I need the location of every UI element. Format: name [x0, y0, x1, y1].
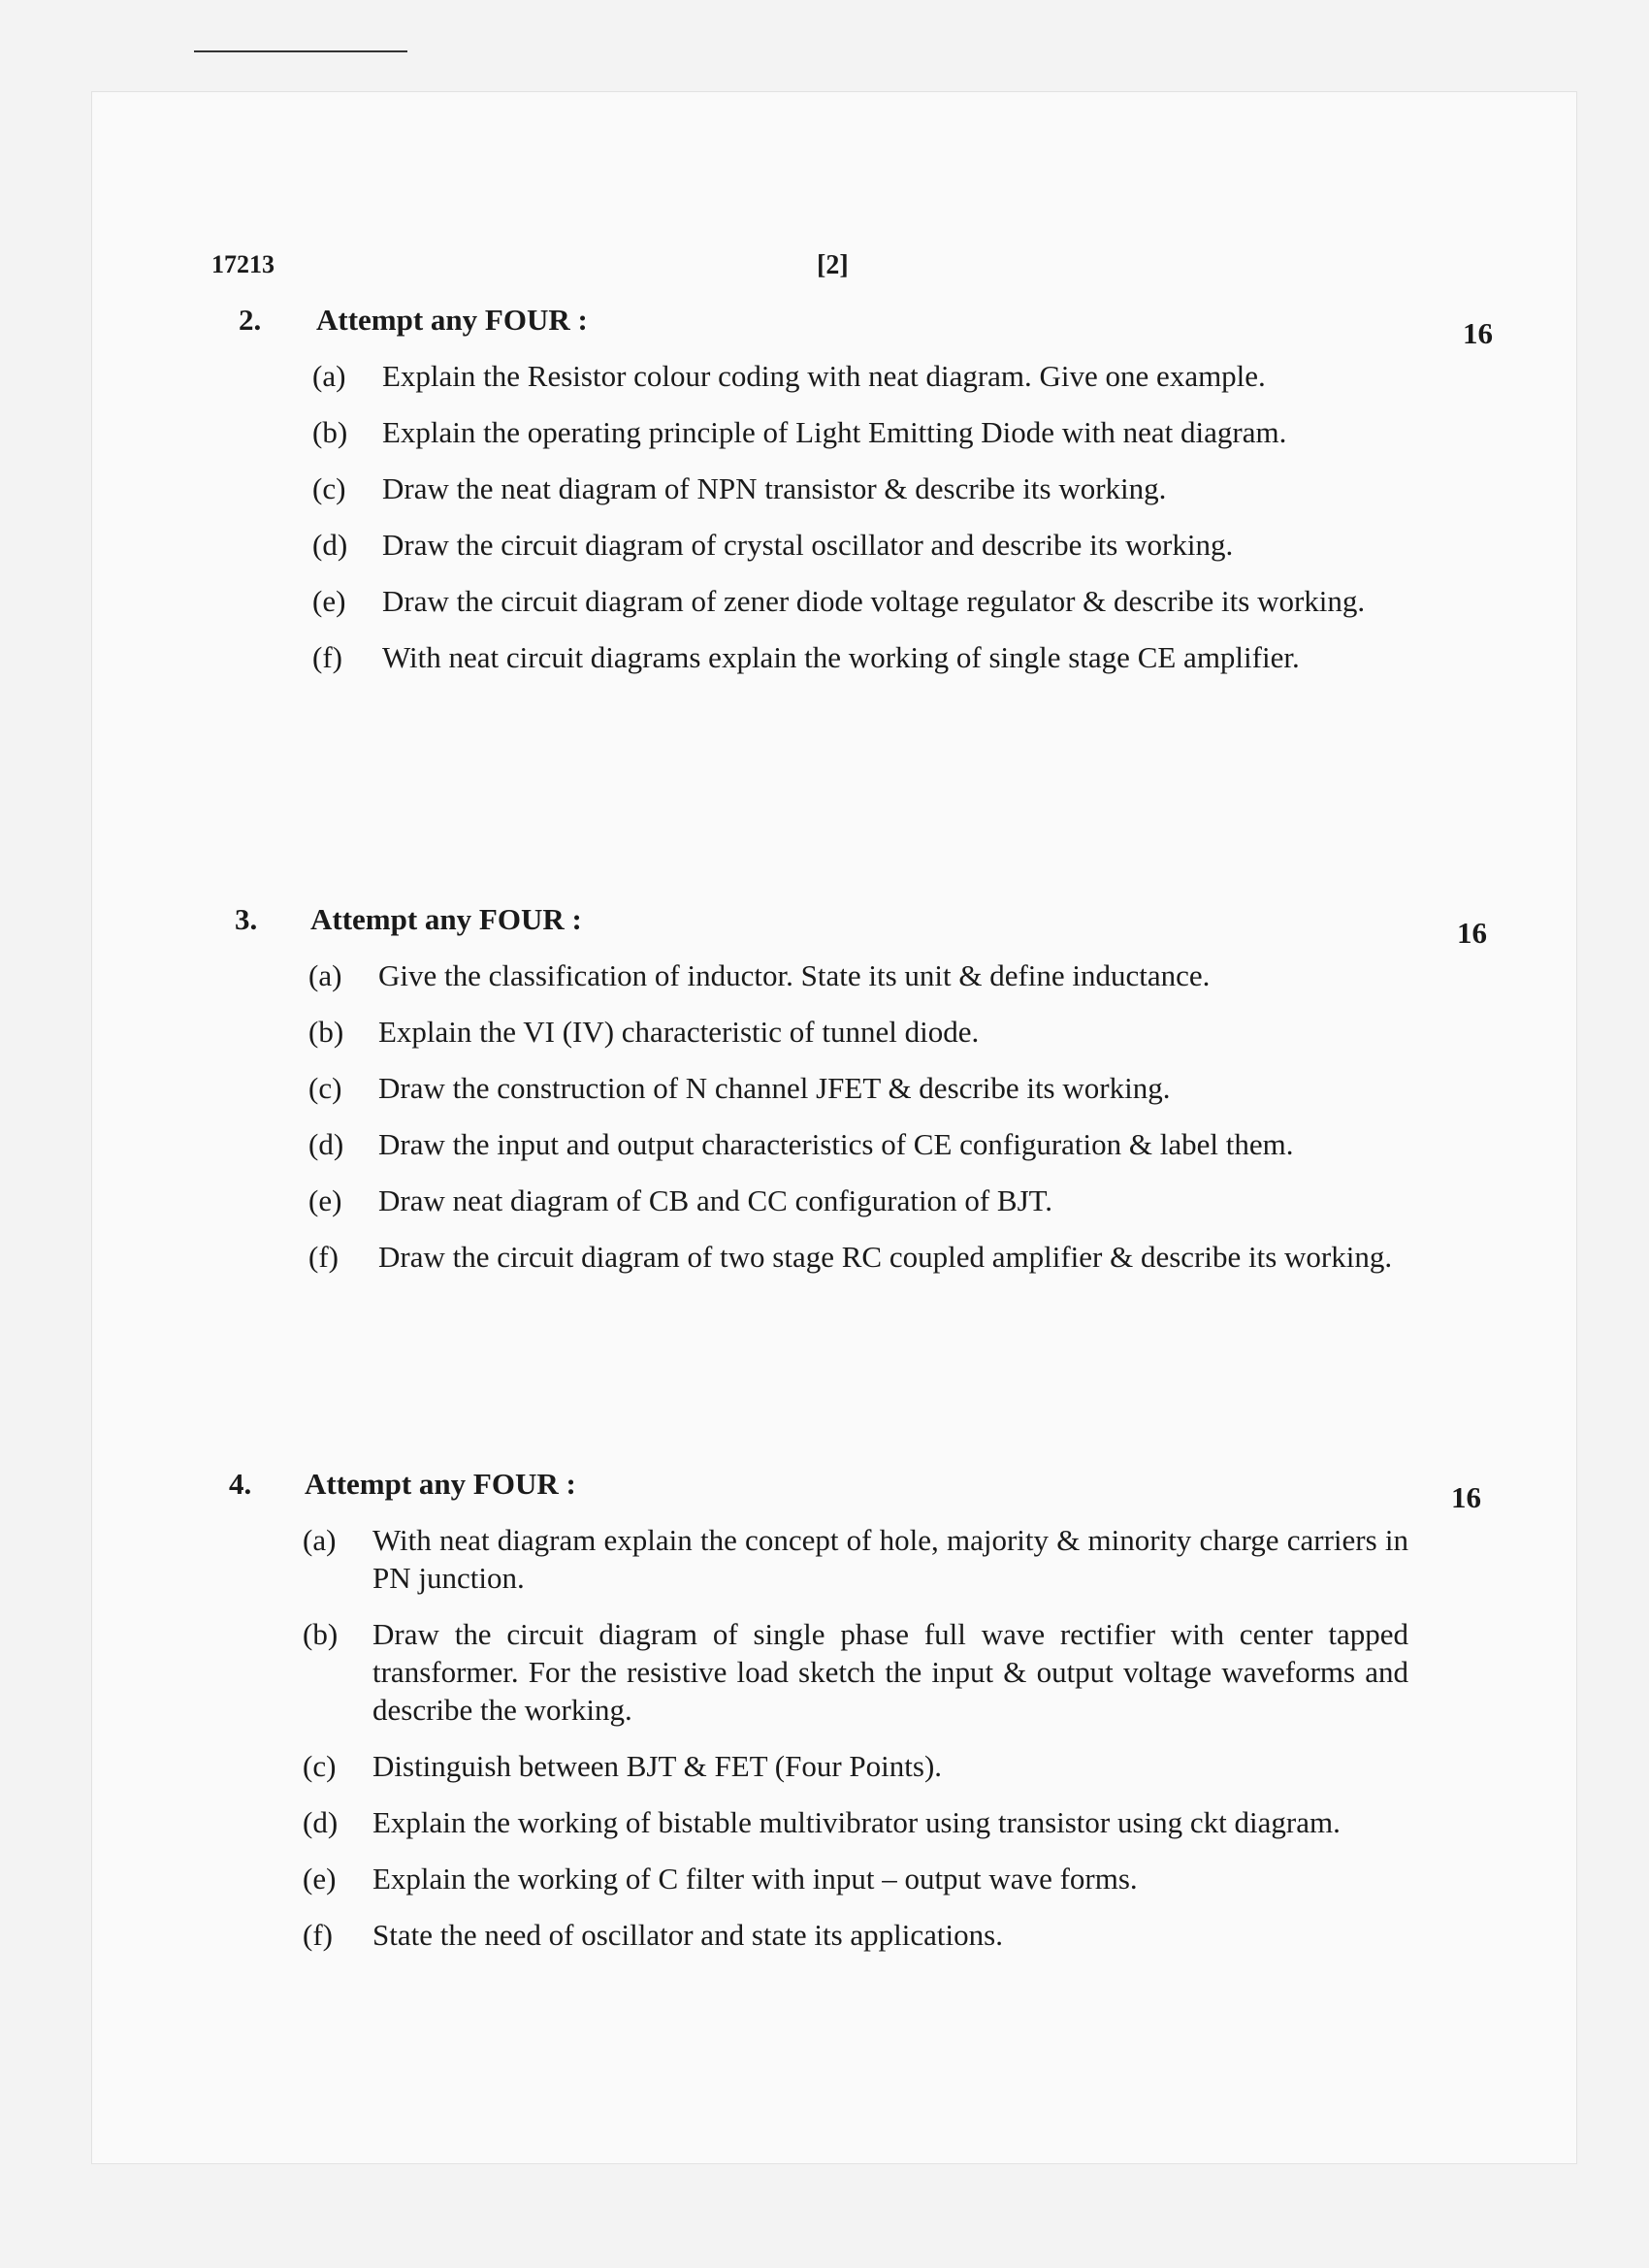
sub-question-label: (e) [312, 584, 346, 618]
question-2 [0, 303, 1649, 695]
sub-question-label: (f) [303, 1918, 333, 1952]
sub-question [312, 413, 1423, 451]
sub-question [303, 1803, 1408, 1841]
sub-question [312, 638, 1423, 676]
sub-question-text: Explain the operating principle of Light Emitting Diode with neat diagram. [382, 415, 1287, 449]
page-number: [2] [817, 250, 849, 280]
sub-question-label: (d) [312, 528, 348, 562]
question-3 [0, 902, 1649, 1294]
sub-question-text: Draw the circuit diagram of zener diode voltage regulator & describe its working. [382, 584, 1366, 618]
sub-question-label: (c) [312, 471, 346, 505]
sub-question-text: Draw the input and output characteristics of CE configuration & label them. [378, 1127, 1294, 1161]
sub-question-label: (c) [308, 1071, 342, 1105]
sub-question [303, 1615, 1408, 1729]
question-marks: 16 [1451, 1480, 1481, 1514]
sub-question-text: State the need of oscillator and state its applications. [372, 1918, 1003, 1952]
page-header [0, 250, 1649, 289]
sub-question [312, 357, 1423, 395]
sub-question [303, 1747, 1408, 1785]
question-header [0, 902, 1649, 956]
sub-question-label: (b) [312, 415, 348, 449]
sub-question-text: Draw the circuit diagram of single phase full wave rectifier with center tapped transformer. For the resistive load sketch the input & output voltage waveforms and describe the working. [372, 1617, 1408, 1727]
sub-question-label: (c) [303, 1749, 337, 1783]
sub-question-text: Draw the neat diagram of NPN transistor & describe its working. [382, 471, 1167, 505]
sub-question-label: (e) [303, 1862, 337, 1895]
sub-question [312, 526, 1423, 564]
sub-question-text: Distinguish between BJT & FET (Four Points). [372, 1749, 943, 1783]
sub-question-label: (f) [312, 640, 342, 674]
question-header [0, 303, 1649, 357]
sub-question-text: With neat diagram explain the concept of hole, majority & minority charge carriers in PN junction. [372, 1523, 1408, 1595]
paper-code: 17213 [211, 250, 275, 278]
sub-question-text: Draw the circuit diagram of crystal oscillator and describe its working. [382, 528, 1234, 562]
sub-question [303, 1860, 1408, 1897]
question-number: 3. [235, 902, 258, 936]
sub-question-text: Draw neat diagram of CB and CC configuration of BJT. [378, 1183, 1053, 1217]
sub-question-label: (a) [312, 359, 346, 393]
sub-question-list [303, 1521, 1408, 1954]
question-header [0, 1467, 1649, 1521]
sub-question [308, 1013, 1414, 1051]
sub-question-text: Explain the VI (IV) characteristic of tunnel diode. [378, 1015, 980, 1049]
sub-question-label: (a) [303, 1523, 337, 1557]
sub-question-text: Draw the circuit diagram of two stage RC coupled amplifier & describe its working. [378, 1240, 1393, 1274]
sub-question-list [308, 956, 1414, 1276]
sub-question [308, 1182, 1414, 1219]
sub-question-text: Explain the Resistor colour coding with neat diagram. Give one example. [382, 359, 1266, 393]
question-marks: 16 [1457, 916, 1487, 950]
sub-question-list [312, 357, 1423, 676]
sub-question-label: (b) [308, 1015, 344, 1049]
sub-question-label: (d) [308, 1127, 344, 1161]
top-rule [194, 50, 407, 52]
question-number: 2. [239, 303, 262, 337]
question-title: Attempt any FOUR : [305, 1467, 576, 1501]
sub-question-text: Give the classification of inductor. State its unit & define inductance. [378, 958, 1211, 992]
question-4 [0, 1467, 1649, 1972]
sub-question [308, 956, 1414, 994]
sub-question-label: (f) [308, 1240, 339, 1274]
sub-question-label: (b) [303, 1617, 339, 1651]
question-title: Attempt any FOUR : [310, 902, 582, 936]
sub-question-label: (a) [308, 958, 342, 992]
sub-question-text: Explain the working of C filter with input – output wave forms. [372, 1862, 1138, 1895]
sub-question-label: (e) [308, 1183, 342, 1217]
sub-question [303, 1916, 1408, 1954]
sub-question [312, 582, 1423, 620]
question-number: 4. [229, 1467, 252, 1501]
sub-question-label: (d) [303, 1805, 339, 1839]
question-title: Attempt any FOUR : [316, 303, 588, 337]
sub-question-text: With neat circuit diagrams explain the working of single stage CE amplifier. [382, 640, 1300, 674]
sub-question-text: Explain the working of bistable multivibrator using transistor using ckt diagram. [372, 1805, 1341, 1839]
sub-question-text: Draw the construction of N channel JFET & describe its working. [378, 1071, 1171, 1105]
sub-question [308, 1238, 1414, 1276]
question-marks: 16 [1463, 316, 1493, 350]
sub-question [312, 470, 1423, 507]
sub-question [308, 1125, 1414, 1163]
sub-question [303, 1521, 1408, 1597]
sub-question [308, 1069, 1414, 1107]
